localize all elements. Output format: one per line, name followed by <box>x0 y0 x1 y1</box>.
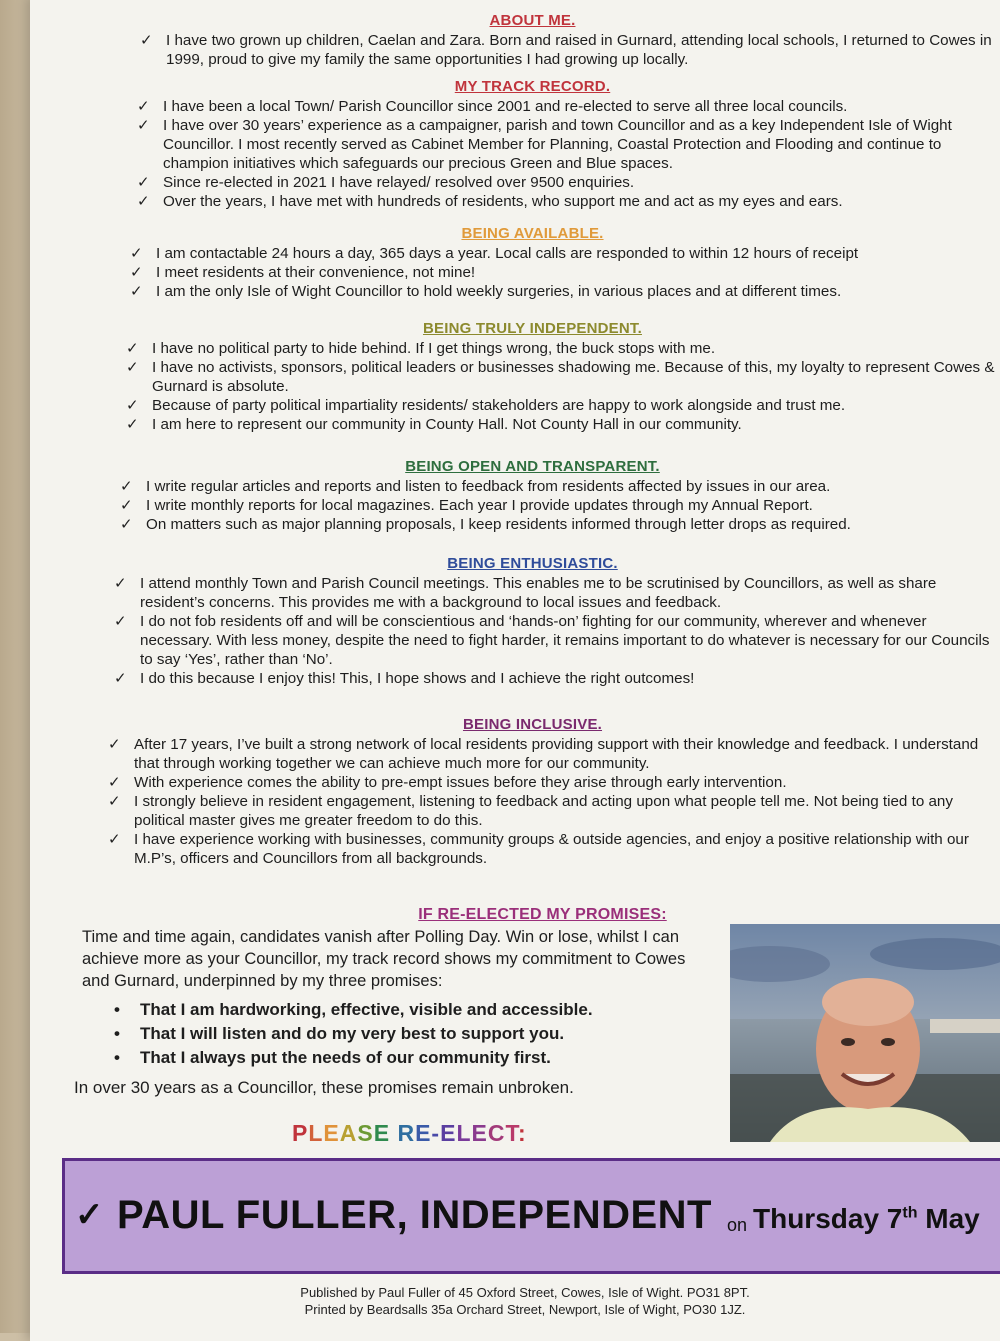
printed-by-line: Printed by Beardsalls 35a Orchard Street, Newport, Isle of Wight, PO30 1JZ. <box>304 1302 746 1317</box>
check-icon: ✓ <box>108 793 121 810</box>
list-item <box>112 396 995 415</box>
list-item <box>123 173 995 192</box>
list-item-text: On matters such as major planning proposals, I keep residents informed through letter drops as required. <box>146 516 851 533</box>
check-icon: ✓ <box>108 736 121 753</box>
re-elect-letter: E <box>471 1120 488 1146</box>
check-icon: ✓ <box>126 397 139 414</box>
list-item <box>123 192 995 211</box>
promise-item: • That I am hardworking, effective, visible and accessible. <box>110 998 995 1022</box>
list-item <box>100 669 995 688</box>
list-item-text: I attend monthly Town and Parish Council meetings. This enables me to be scrutinised by Councillors, as well as share resident’s concerns. This provides me with a background to local issues and feedback. <box>140 575 937 611</box>
list-item <box>94 792 995 830</box>
re-elect-letter: C <box>487 1120 506 1146</box>
section <box>70 6 995 69</box>
list-item-text: I do this because I enjoy this! This, I hope shows and I achieve the right outcomes! <box>140 670 695 687</box>
election-date-suffix: th <box>902 1204 918 1222</box>
re-elect-letter: R <box>397 1120 416 1146</box>
check-icon: ✓ <box>120 497 133 514</box>
check-icon: ✓ <box>130 245 143 262</box>
re-elect-letter: E <box>415 1120 432 1146</box>
candidate-photo-illustration <box>730 924 1000 1142</box>
re-elect-letter: A <box>339 1120 358 1146</box>
check-icon: ✓ <box>140 32 153 49</box>
list-item <box>100 574 995 612</box>
please-re-elect-heading <box>292 1120 527 1147</box>
banner-on-word: on <box>727 1215 748 1235</box>
section <box>70 452 995 534</box>
list-item <box>123 97 995 116</box>
published-by-line: Published by Paul Fuller of 45 Oxford Street, Cowes, Isle of Wight. PO31 8PT. <box>300 1285 750 1300</box>
check-icon: ✓ <box>126 416 139 433</box>
list-item-text: Because of party political impartiality residents/ stakeholders are happy to work alongside and trust me. <box>152 397 846 414</box>
check-icon: ✓ <box>126 340 139 357</box>
section-heading: BEING OPEN AND TRANSPARENT. <box>405 458 660 475</box>
re-elect-letter: P <box>292 1120 309 1146</box>
list-item <box>106 515 995 534</box>
re-elect-letter: S <box>357 1120 374 1146</box>
list-item-text: I write regular articles and reports and listen to feedback from residents affected by issues in our area. <box>146 478 831 495</box>
list-item <box>100 612 995 669</box>
section <box>70 219 995 301</box>
list-item <box>126 31 995 69</box>
section-heading: BEING TRULY INDEPENDENT. <box>422 320 642 337</box>
list-item <box>94 773 995 792</box>
re-elect-letter: E <box>323 1120 340 1146</box>
check-icon: ✓ <box>137 193 150 210</box>
re-elect-letter: - <box>431 1120 441 1146</box>
section <box>70 549 995 688</box>
list-item-text: With experience comes the ability to pre-empt issues before they arise through early intervention. <box>134 774 787 791</box>
list-item <box>123 116 995 173</box>
list-item <box>112 339 995 358</box>
list-item-text: After 17 years, I’ve built a strong network of local residents providing support with their knowledge and feedback. I understand that through working together we can achieve much more for our community. <box>134 736 979 772</box>
section-heading: BEING AVAILABLE. <box>461 225 604 242</box>
election-date-month: May <box>917 1203 980 1234</box>
imprint-footer <box>30 1284 1000 1318</box>
list-item <box>94 735 995 773</box>
check-icon: ✓ <box>120 478 133 495</box>
section-heading: ABOUT ME. <box>489 12 576 29</box>
re-elect-letter: L <box>308 1120 324 1146</box>
section-heading: BEING INCLUSIVE. <box>462 716 603 733</box>
re-elect-letter: E <box>440 1120 457 1146</box>
list-item-text: I have over 30 years’ experience as a campaigner, parish and town Councillor and as a key Independent Isle of Wight Councillor. I most recently served as Cabinet Member for Planning, Coastal Protection and Flooding and continue to champion initiatives which safeguards our precious Green and Blue spaces. <box>163 117 952 172</box>
list-item-text: I am contactable 24 hours a day, 365 days a year. Local calls are responded to within 12 hours of receipt <box>156 245 859 262</box>
section <box>70 314 995 434</box>
check-icon: ✓ <box>108 831 121 848</box>
list-item-text: I have no political party to hide behind. If I get things wrong, the buck stops with me. <box>152 340 716 357</box>
check-icon: ✓ <box>75 1196 104 1234</box>
section-heading: BEING ENTHUSIASTIC. <box>447 555 618 572</box>
check-icon: ✓ <box>114 670 127 687</box>
re-elect-letter: : <box>517 1120 527 1146</box>
list-item <box>94 830 995 868</box>
promises-intro: Time and time again, candidates vanish after Polling Day. Win or lose, whilst I can achieve more as your Councillor, my track record shows my commitment to Cowes and Gurnard, underpinned by my three promises: <box>82 928 686 990</box>
candidate-banner <box>62 1158 1000 1274</box>
list-item <box>112 415 995 434</box>
check-icon: ✓ <box>137 98 150 115</box>
candidate-photo <box>730 924 1000 1142</box>
list-item-text: I have been a local Town/ Parish Councillor since 2001 and re-elected to serve all three local councils. <box>163 98 848 115</box>
re-elect-letter: L <box>456 1120 472 1146</box>
list-item-text: I have no activists, sponsors, political leaders or businesses shadowing me. Because of this, my loyalty to represent Cowes & Gurnard is absolute. <box>152 359 995 395</box>
list-item <box>116 244 995 263</box>
list-item-text: I write monthly reports for local magazines. Each year I provide updates through my Annual Report. <box>146 497 813 514</box>
list-item <box>116 282 995 301</box>
list-item-text: I am here to represent our community in County Hall. Not County Hall in our community. <box>152 416 742 433</box>
list-item-text: I have experience working with businesses, community groups & outside agencies, and enjoy a positive relationship with our M.P’s, officers and Councillors from all backgrounds. <box>134 831 969 867</box>
check-icon: ✓ <box>130 283 143 300</box>
section <box>70 72 995 211</box>
list-item-text: Since re-elected in 2021 I have relayed/ resolved over 9500 enquiries. <box>163 174 635 191</box>
check-icon: ✓ <box>108 774 121 791</box>
election-date-main: Thursday 7 <box>753 1203 903 1234</box>
check-icon: ✓ <box>114 575 127 592</box>
promises-heading: IF RE-ELECTED MY PROMISES: <box>418 906 667 923</box>
check-icon: ✓ <box>114 613 127 630</box>
check-icon: ✓ <box>120 516 133 533</box>
re-elect-letter: E <box>373 1120 391 1146</box>
list-item-text: I strongly believe in resident engagement, listening to feedback and acting upon what people tell me. Not being tied to any political master gives me greater freedom to do this. <box>134 793 953 829</box>
candidate-name: PAUL FULLER, INDEPENDENT <box>117 1193 712 1237</box>
promise-item: • That I always put the needs of our community first. <box>110 1046 995 1070</box>
check-icon: ✓ <box>126 359 139 376</box>
list-item-text: I have two grown up children, Caelan and Zara. Born and raised in Gurnard, attending local schools, I returned to Cowes in 1999, proud to give my family the same opportunities I had growing up locally. <box>166 32 992 68</box>
list-item-text: I meet residents at their convenience, not mine! <box>156 264 476 281</box>
list-item-text: I am the only Isle of Wight Councillor to hold weekly surgeries, in various places and at different times. <box>156 283 842 300</box>
check-icon: ✓ <box>137 117 150 134</box>
promises-closing: In over 30 years as a Councillor, these promises remain unbroken. <box>74 1078 574 1097</box>
list-item-text: Over the years, I have met with hundreds of residents, who support me and act as my eyes and ears. <box>163 193 843 210</box>
check-icon: ✓ <box>137 174 150 191</box>
list-item <box>116 263 995 282</box>
section <box>70 710 995 868</box>
list-item <box>106 477 995 496</box>
section-heading: MY TRACK RECORD. <box>454 78 611 95</box>
election-date <box>753 1203 980 1235</box>
list-item <box>106 496 995 515</box>
promise-item: • That I will listen and do my very best to support you. <box>110 1022 995 1046</box>
list-item <box>112 358 995 396</box>
check-icon: ✓ <box>130 264 143 281</box>
re-elect-letter: T <box>505 1120 518 1146</box>
list-item-text: I do not fob residents off and will be conscientious and ‘hands-on’ fighting for our community, wherever and whenever necessary. With less money, despite the need to fight harder, it remains important to do whatever is necessary for our Councils to say ‘Yes’, rather than ‘No’. <box>140 613 990 668</box>
